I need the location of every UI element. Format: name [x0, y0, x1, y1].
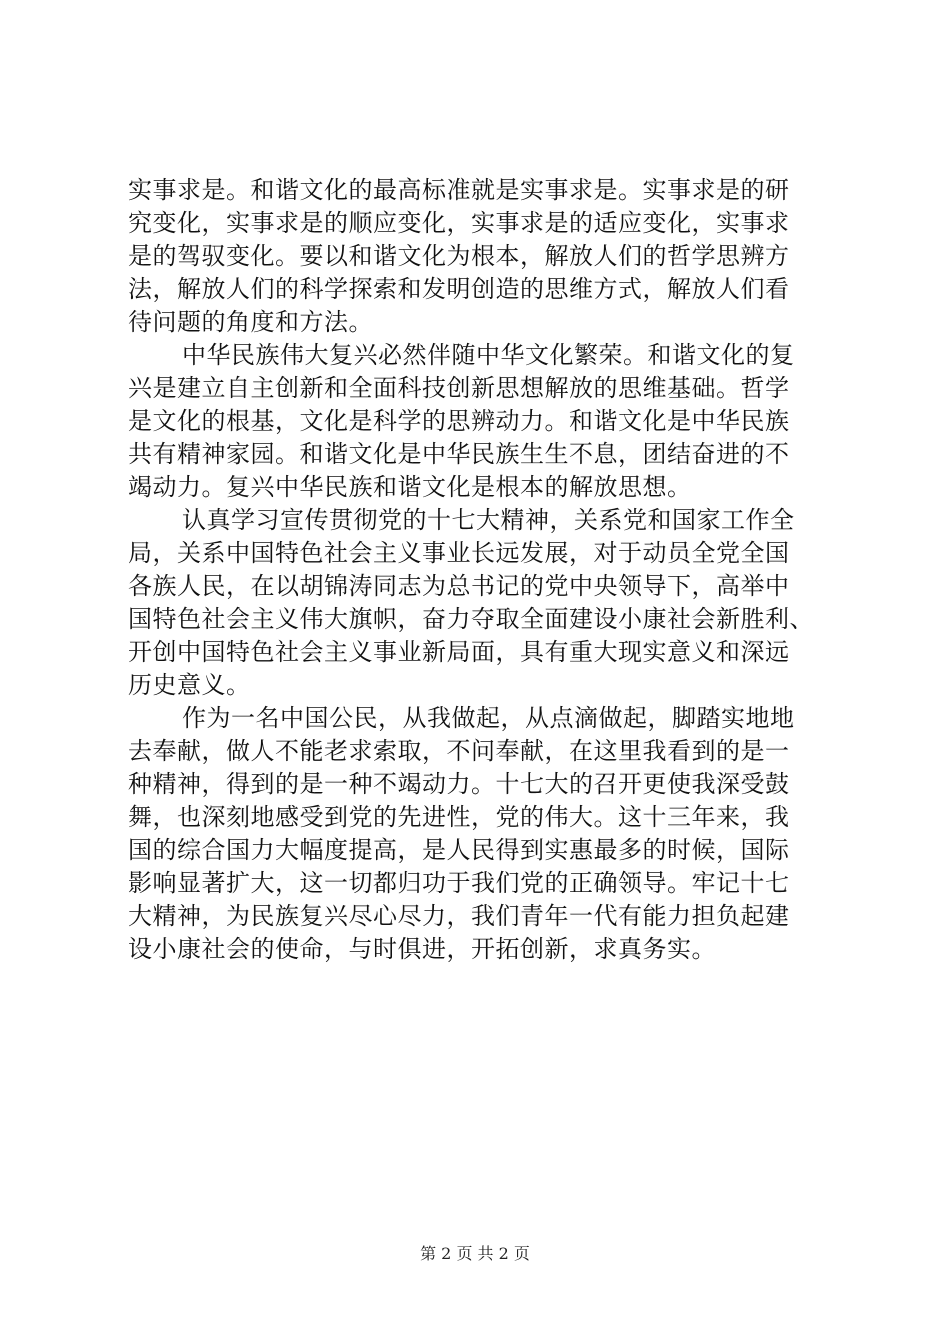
- text-line: 大精神，为民族复兴尽心尽力，我们青年一代有能力担负起建: [128, 902, 790, 930]
- text-line: 竭动力。复兴中华民族和谐文化是根本的解放思想。: [128, 473, 692, 501]
- text-line: 究变化，实事求是的顺应变化，实事求是的适应变化，实事求: [128, 209, 790, 237]
- page-number-footer: 第 2 页 共 2 页: [420, 1244, 530, 1263]
- text-line: 舞，也深刻地感受到党的先进性，党的伟大。这十三年来，我: [128, 803, 790, 831]
- paragraph-3: [128, 504, 838, 702]
- text-line: 待问题的角度和方法。: [128, 308, 373, 336]
- text-line: 国特色社会主义伟大旗帜，奋力夺取全面建设小康社会新胜利、: [128, 605, 814, 633]
- text-line: 影响显著扩大，这一切都归功于我们党的正确领导。牢记十七: [128, 869, 790, 897]
- text-line: 历史意义。: [128, 671, 251, 699]
- paragraph-1: [128, 174, 838, 339]
- text-line: 实事求是。和谐文化的最高标准就是实事求是。实事求是的研: [128, 176, 790, 204]
- text-line: 局，关系中国特色社会主义事业长远发展，对于动员全党全国: [128, 539, 790, 567]
- text-line-first: 认真学习宣传贯彻党的十七大精神，关系党和国家工作全: [182, 506, 795, 534]
- document-body: [128, 174, 838, 966]
- text-line: 共有精神家园。和谐文化是中华民族生生不息，团结奋进的不: [128, 440, 790, 468]
- text-line: 各族人民，在以胡锦涛同志为总书记的党中央领导下，高举中: [128, 572, 790, 600]
- paragraph-4: [128, 702, 838, 966]
- paragraph-2: [128, 339, 838, 504]
- text-line: 是的驾驭变化。要以和谐文化为根本，解放人们的哲学思辨方: [128, 242, 790, 270]
- text-line: 去奉献，做人不能老求索取，不问奉献，在这里我看到的是一: [128, 737, 790, 765]
- text-line: 开创中国特色社会主义事业新局面，具有重大现实意义和深远: [128, 638, 790, 666]
- text-line: 是文化的根基，文化是科学的思辨动力。和谐文化是中华民族: [128, 407, 790, 435]
- text-line-first: 中华民族伟大复兴必然伴随中华文化繁荣。和谐文化的复: [182, 341, 795, 369]
- text-line: 法，解放人们的科学探索和发明创造的思维方式，解放人们看: [128, 275, 790, 303]
- text-line: 设小康社会的使命，与时俱进，开拓创新，求真务实。: [128, 935, 716, 963]
- text-line: 种精神，得到的是一种不竭动力。十七大的召开更使我深受鼓: [128, 770, 790, 798]
- text-line-first: 作为一名中国公民，从我做起，从点滴做起，脚踏实地地: [182, 704, 795, 732]
- text-line: 国的综合国力大幅度提高，是人民得到实惠最多的时候，国际: [128, 836, 790, 864]
- text-line: 兴是建立自主创新和全面科技创新思想解放的思维基础。哲学: [128, 374, 790, 402]
